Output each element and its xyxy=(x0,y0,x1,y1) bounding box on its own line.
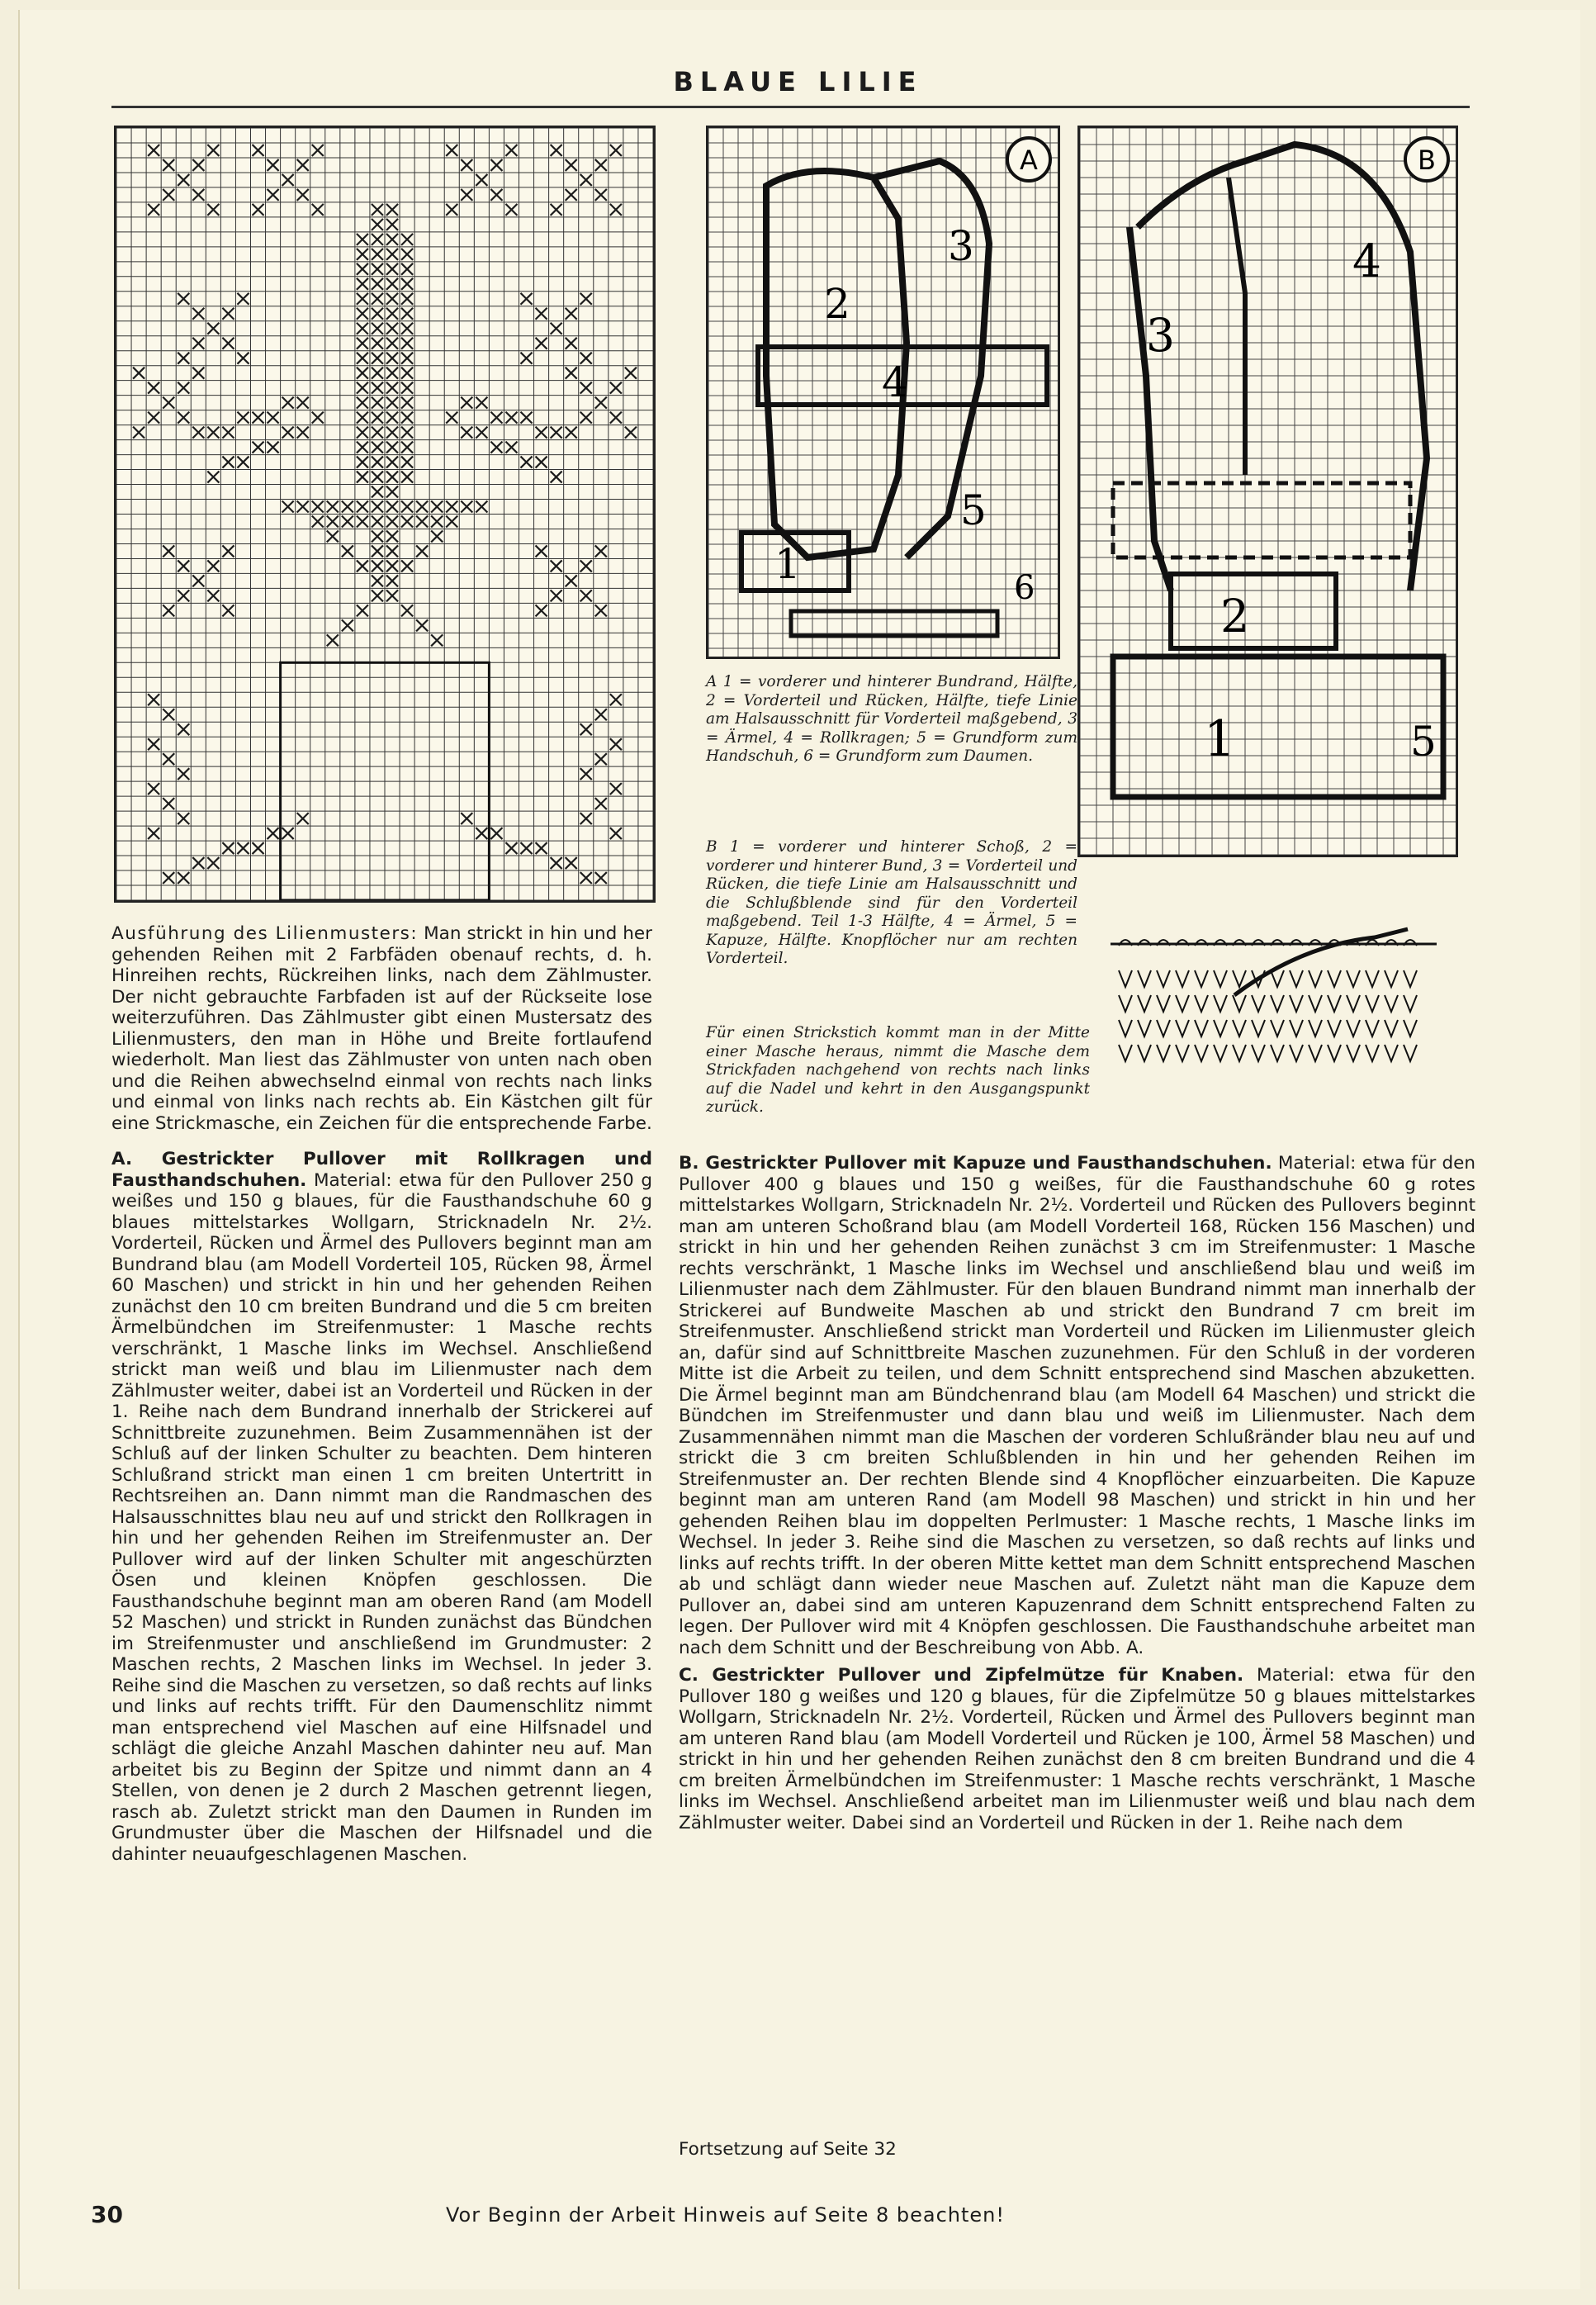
label-a-2: 2 xyxy=(824,280,850,328)
label-b-1: 1 xyxy=(1204,710,1236,768)
badge-b: B xyxy=(1418,145,1436,176)
lily-pattern-grid xyxy=(116,128,653,900)
label-b-5: 5 xyxy=(1410,718,1437,766)
schematic-a-drawing xyxy=(708,128,1058,657)
section-a-paragraph xyxy=(111,1149,652,1865)
right-column xyxy=(679,1153,1475,1840)
stitch-drawing xyxy=(1111,921,1437,1074)
label-b-2: 2 xyxy=(1220,590,1249,643)
section-c-paragraph xyxy=(679,1665,1475,1833)
caption-a: A 1 = vorderer und hinterer Bundrand, Hälfte, 2 = Vorderteil und Rücken, Hälfte, tiefe Linie am Halsausschnitt für Vorderteil maßgebend, 3 = Ärmel, 4 = Rollkragen; 5 = Grundform zum Handschuh, 6 = Grundform zum Daumen. xyxy=(706,673,1077,765)
label-b-4: 4 xyxy=(1352,235,1381,287)
page-number: 30 xyxy=(91,2201,123,2228)
label-b-3: 3 xyxy=(1146,309,1175,362)
section-c-body: Material: etwa für den Pullover 180 g weißes und 120 g blaues, für die Zipfelmütze 50 g blaues mittelstarkes Wollgarn, Stricknadeln Nr. 2½. Vorderteil, Rücken und Ärmel des Pullovers beginnt man am unteren Rand blau (am Modell Vorderteil und Rücken je 100, Ärmel 58 Maschen) und strickt in hin und her gehenden Reihen zunächst den 8 cm breiten Bundrand und die 4 cm breiten Ärmelbündchen im Streifenmuster: 1 Masche rechts verschränkt, 1 Masche links im Wechsel. Anschließend arbeitet man im Lilienmuster weiß und blau nach dem Zählmuster weiter. Dabei sind an Vorderteil und Rücken in der 1. Reihe nach dem xyxy=(679,1665,1475,1833)
intro-lead: Ausführung des Lilienmusters: xyxy=(111,923,419,944)
intro-paragraph xyxy=(111,923,652,1134)
caption-stitch: Für einen Strickstich kommt man in der Mitte einer Masche heraus, nimmt die Masche dem Strickfaden nachgehend von rechts nach links auf die Nadel und kehrt in den Ausgangspunkt zurück. xyxy=(706,1024,1090,1116)
section-b-paragraph xyxy=(679,1153,1475,1658)
page-title: BLAUE LILIE xyxy=(673,66,923,97)
schematic-a xyxy=(706,126,1060,659)
caption-b: B 1 = vorderer und hinterer Schoß, 2 = vorderer und hinterer Bund, 3 = Vorderteil und Rücken, die tiefe Linie am Halsausschnitt und die Schlußblende sind für den Vorderteil maßgebend. Teil 1-3 Hälfte, 4 = Ärmel, 5 = Kapuze, Hälfte. Knopflöcher nur am rechten Vorderteil. xyxy=(706,838,1077,967)
section-a-body: Material: etwa für den Pullover 250 g weißes und 150 g blaues, für die Fausthandschuhe 60 g blaues mittelstarkes Wollgarn, Stricknadeln Nr. 2½. Vorderteil, Rücken und Ärmel des Pullovers beginnt man am Bundrand blau (am Modell Vorderteil 105, Rücken 98, Ärmel 60 Maschen) und strickt in hin und her gehenden Reihen zunächst den 10 cm breiten Bundrand und die 5 cm breiten Ärmelbündchen im Streifenmuster: 1 Masche rechts verschränkt, 1 Masche links im Wechsel. Anschließend strickt man weiß und blau im Lilienmuster nach dem Zählmuster weiter, dabei ist an Vorderteil und Rücken in der 1. Reihe nach dem Bundrand innerhalb der Strickerei auf Schnittbreite zuzunehmen. Beim Zusammennähen ist der Schluß auf der linken Schulter zu beachten. Dem hinteren Schlußrand strickt man einen 1 cm breiten Untertritt in Rechtsreihen an. Dann nimmt man die Randmaschen des Halsausschnittes blau neu auf und strickt den Rollkragen in hin und her gehenden Reihen im Streifenmuster an. Der Pullover wird auf der linken Schulter mit angeschürzten Ösen und kleinen Knöpfen geschlossen. Die Fausthandschuhe beginnt man am oberen Rand (am Modell 52 Maschen) und strickt in Runden zunächst das Bündchen im Streifenmuster und anschließend im Grundmuster: 2 Maschen rechts, 2 Maschen links im Wechsel. In jeder 3. Reihe sind die Maschen zu versetzen, so daß rechts auf links und links auf rechts trifft. Für den Daumenschlitz nimmt man entsprechend viel Maschen auf eine Hilfsnadel und schlägt die gleiche Anzahl Maschen dahinter neu auf. Man arbeitet bis zu Beginn der Spitze und nimmt dann an 4 Stellen, von denen je 2 durch 2 Maschen getrennt liegen, rasch ab. Zuletzt strickt man den Daumen in Runden im Grundmuster über die Maschen der Hilfsnadel und die dahinter neuaufgeschlagenen Maschen. xyxy=(111,1169,652,1865)
section-b-body: Material: etwa für den Pullover 400 g blaues und 150 g weißes, für die Fausthandschuhe 60 g rotes mittelstarkes Wollgarn, Stricknadeln Nr. 2½. Vorderteil und Rücken des Pullovers beginnt man am unteren Schoßrand blau (am Modell Vorderteil 168, Rücken 156 Maschen) und strickt in hin und her gehenden Reihen zunächst 3 cm im Streifenmuster: 1 Masche rechts verschränkt, 1 Masche links im Wechsel und anschließend blau und weiß im Lilienmuster nach dem Zählmuster. Für den blauen Bundrand nimmt man innerhalb der Strickerei auf Bundweite Maschen ab und strickt den Bundrand 7 cm breit im Streifenmuster. Anschließend strickt man Vorderteil und Rücken im Lilienmuster gleich an, dafür sind auf Schnittbreite Maschen zuzunehmen. Für den Schluß in der vorderen Mitte ist die Arbeit zu teilen, und dem Schnitt entsprechend sind Maschen abzuketten. Die Ärmel beginnt man am Bündchenrand blau (am Modell 64 Maschen) und strickt die Bündchen im Streifenmuster und dann blau und weiß im Lilienmuster. Nach dem Zusammennähen nimmt man die Maschen der vorderen Schlußränder blau neu auf und strickt die 3 cm breiten Schlußblenden in hin und her gehenden Reihen im Streifenmuster an. Der rechten Blende sind 4 Knopflöcher einzuarbeiten. Die Kapuze beginnt man am unteren Rand (am Modell 98 Maschen) und strickt in hin und her gehenden Reihen blau im doppelten Perlmuster: 1 Masche rechts, 1 Masche links im Wechsel. In jeder 3. Reihe sind die Maschen zu versetzen, so daß rechts auf links und links auf rechts trifft. In der oberen Mitte kettet man dem Schnitt entsprechend Maschen ab und schlägt dann wieder neue Maschen auf. Zuletzt näht man die Kapuze dem Pullover an, dabei sind am unteren Kapuzenrand dem Schnitt entsprechend Falten zu legen. Der Pullover wird mit 4 Knöpfen geschlossen. Die Fausthandschuhe arbeitet man nach dem Schnitt und der Beschreibung von Abb. A. xyxy=(679,1153,1475,1658)
schematic-b-drawing xyxy=(1080,128,1456,855)
footer-note: Vor Beginn der Arbeit Hinweis auf Seite 8 beachten! xyxy=(446,2203,1006,2227)
left-column xyxy=(111,923,652,1871)
knitting-stitch-illustration xyxy=(1111,921,1437,1074)
label-a-1: 1 xyxy=(774,540,801,588)
label-a-3: 3 xyxy=(948,222,974,270)
header-rule xyxy=(111,106,1470,108)
label-a-6: 6 xyxy=(1014,569,1035,607)
section-a-heading: A. Gestrickter Pullover mit Rollkragen und Fausthandschuhen. xyxy=(111,1149,652,1191)
label-a-4: 4 xyxy=(882,358,908,406)
section-c-heading: C. Gestrickter Pullover und Zipfelmütze für Knaben. xyxy=(679,1665,1244,1686)
continued-note: Fortsetzung auf Seite 32 xyxy=(679,2139,897,2160)
label-a-5: 5 xyxy=(960,486,987,534)
badge-a: A xyxy=(1020,145,1038,176)
intro-body: Man strickt in hin und her gehenden Reihen mit 2 Farbfäden obenauf rechts, d. h. Hinreihen rechts, Rückreihen links, nach dem Zählmuster. Der nicht gebrauchte Farbfaden ist auf der Rückseite lose weiterzuführen. Das Zählmuster gibt einen Mustersatz des Lilienmusters, den man in Höhe und Breite fortlaufend wiederholt. Man liest das Zählmuster von unten nach oben und die Reihen abwechselnd einmal von rechts nach links und einmal von links nach rechts ab. Ein Kästchen gilt für eine Strickmasche, ein Zeichen für die entsprechende Farbe. xyxy=(111,923,652,1134)
section-b-heading: B. Gestrickter Pullover mit Kapuze und Fausthandschuhen. xyxy=(679,1153,1272,1174)
lily-pattern-chart xyxy=(114,126,656,903)
schematic-b xyxy=(1077,126,1458,857)
